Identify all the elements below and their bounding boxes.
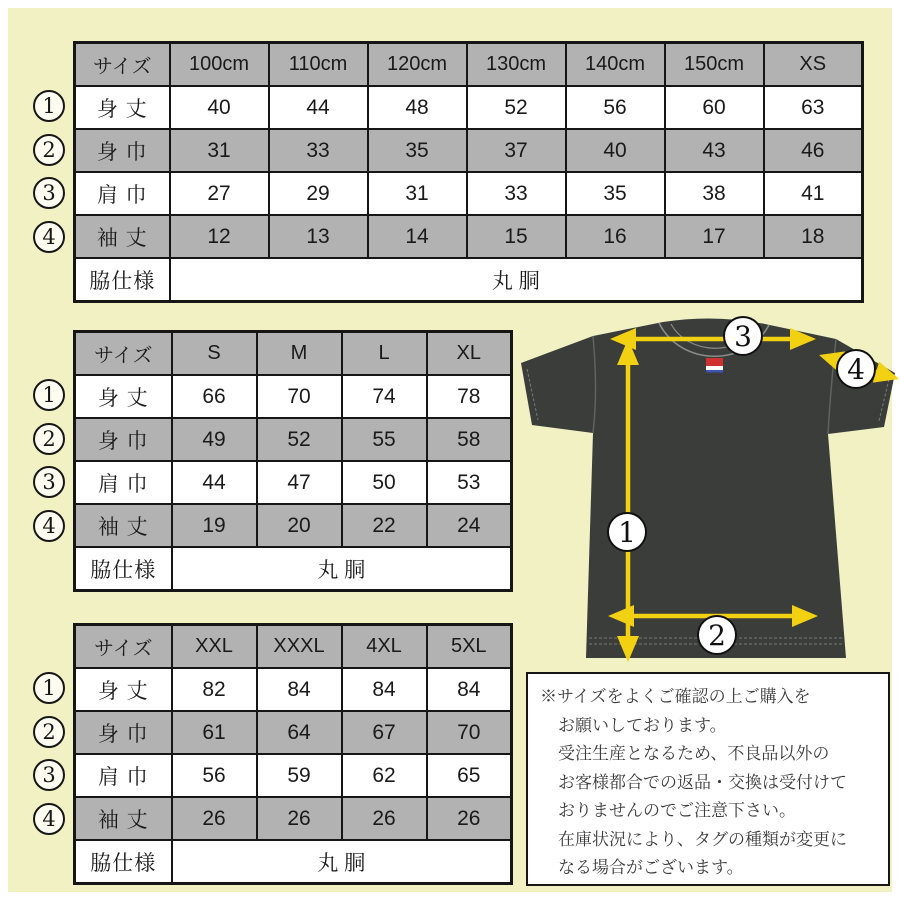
table-cell: 64 bbox=[257, 711, 342, 754]
table-cell: 丸 胴 bbox=[170, 258, 863, 302]
table-cell: 78 bbox=[427, 375, 512, 418]
table-cell: 84 bbox=[257, 668, 342, 711]
table-cell: 35 bbox=[368, 129, 467, 172]
table-cell: 74 bbox=[342, 375, 427, 418]
table-cell: 12 bbox=[170, 215, 269, 258]
column-header: サイズ bbox=[75, 43, 170, 87]
table-cell: 56 bbox=[566, 86, 665, 129]
badge-4 bbox=[837, 350, 875, 388]
purchase-note bbox=[526, 672, 890, 886]
table-row bbox=[75, 86, 863, 129]
column-header: 120cm bbox=[368, 43, 467, 87]
table-cell: 44 bbox=[172, 461, 257, 504]
row-label: 脇仕様 bbox=[75, 840, 172, 884]
row-marker-3: 3 bbox=[33, 466, 65, 498]
table-row bbox=[75, 375, 512, 418]
table-row bbox=[75, 258, 863, 302]
column-header: 130cm bbox=[467, 43, 566, 87]
note-line: 在庫状況により、タグの種類が変更に bbox=[558, 829, 847, 849]
table-row bbox=[75, 418, 512, 461]
row-marker-3: 3 bbox=[33, 177, 65, 209]
column-header: XXXL bbox=[257, 625, 342, 669]
column-header: 140cm bbox=[566, 43, 665, 87]
table-cell: 44 bbox=[269, 86, 368, 129]
table-cell: 丸 胴 bbox=[172, 547, 512, 591]
table-cell: 66 bbox=[172, 375, 257, 418]
table-cell: 26 bbox=[172, 797, 257, 840]
table-cell: 70 bbox=[257, 375, 342, 418]
badge-2 bbox=[698, 616, 736, 654]
column-header: 5XL bbox=[427, 625, 512, 669]
column-header: 100cm bbox=[170, 43, 269, 87]
row-marker-4: 4 bbox=[33, 803, 65, 835]
row-marker-2: 2 bbox=[33, 423, 65, 455]
note-line: 受注生産となるため、不良品以外の bbox=[558, 744, 830, 763]
row-marker-2: 2 bbox=[33, 716, 65, 748]
table-cell: 19 bbox=[172, 504, 257, 547]
column-header: M bbox=[257, 332, 342, 376]
table-cell: 17 bbox=[665, 215, 764, 258]
row-marker-4: 4 bbox=[33, 221, 65, 253]
table-cell: 26 bbox=[342, 797, 427, 840]
note-line: なる場合がございます。 bbox=[558, 858, 744, 877]
table-cell: 18 bbox=[764, 215, 863, 258]
column-header: XS bbox=[764, 43, 863, 87]
table-cell: 33 bbox=[467, 172, 566, 215]
row-marker-1: 1 bbox=[33, 90, 65, 122]
table-cell: 40 bbox=[170, 86, 269, 129]
table-cell: 26 bbox=[427, 797, 512, 840]
table-row bbox=[75, 504, 512, 547]
table-cell: 50 bbox=[342, 461, 427, 504]
table-row bbox=[75, 172, 863, 215]
tshirt-diagram bbox=[513, 311, 900, 669]
table-cell: 84 bbox=[427, 668, 512, 711]
row-label: 肩 巾 bbox=[75, 754, 172, 797]
table-cell: 82 bbox=[172, 668, 257, 711]
table-cell: 31 bbox=[368, 172, 467, 215]
table-cell: 15 bbox=[467, 215, 566, 258]
column-header: S bbox=[172, 332, 257, 376]
row-label: 脇仕様 bbox=[75, 547, 172, 591]
badge-1 bbox=[608, 513, 646, 551]
table-cell: 31 bbox=[170, 129, 269, 172]
table-cell: 40 bbox=[566, 129, 665, 172]
table-cell: 52 bbox=[467, 86, 566, 129]
table-row bbox=[75, 668, 512, 711]
row-marker-1: 1 bbox=[33, 672, 65, 704]
table-row bbox=[75, 461, 512, 504]
note-line: お客様都合での返品・交換は受付けて bbox=[558, 772, 847, 792]
table-cell: 20 bbox=[257, 504, 342, 547]
table-row bbox=[75, 547, 512, 591]
note-line: おりませんのでご注意下さい。 bbox=[558, 801, 796, 820]
table-cell: 52 bbox=[257, 418, 342, 461]
table-cell: 29 bbox=[269, 172, 368, 215]
table-cell: 27 bbox=[170, 172, 269, 215]
svg-text:1: 1 bbox=[618, 516, 636, 549]
table-cell: 43 bbox=[665, 129, 764, 172]
table-cell: 13 bbox=[269, 215, 368, 258]
row-marker-3: 3 bbox=[33, 759, 65, 791]
header-row bbox=[75, 43, 863, 87]
column-header: サイズ bbox=[75, 625, 172, 669]
table-row bbox=[75, 711, 512, 754]
note-line: ※サイズをよくご確認の上ご購入を bbox=[540, 687, 811, 706]
table-row bbox=[75, 129, 863, 172]
table-cell: 61 bbox=[172, 711, 257, 754]
row-marker-4: 4 bbox=[33, 510, 65, 542]
table-cell: 53 bbox=[427, 461, 512, 504]
table-cell: 58 bbox=[427, 418, 512, 461]
table-cell: 33 bbox=[269, 129, 368, 172]
svg-text:4: 4 bbox=[847, 353, 865, 386]
column-header: XL bbox=[427, 332, 512, 376]
row-label: 脇仕様 bbox=[75, 258, 170, 302]
column-header: L bbox=[342, 332, 427, 376]
row-label: 袖 丈 bbox=[75, 215, 170, 258]
note-line: お願いしております。 bbox=[558, 715, 727, 735]
row-label: 身 巾 bbox=[75, 418, 172, 461]
row-label: 身 丈 bbox=[75, 375, 172, 418]
badge-3 bbox=[724, 317, 762, 355]
svg-text:2: 2 bbox=[708, 619, 726, 652]
column-header: 110cm bbox=[269, 43, 368, 87]
table-cell: 46 bbox=[764, 129, 863, 172]
table-row bbox=[75, 215, 863, 258]
table-cell: 49 bbox=[172, 418, 257, 461]
size-table-plus bbox=[73, 623, 513, 885]
table-cell: 62 bbox=[342, 754, 427, 797]
row-label: 身 巾 bbox=[75, 129, 170, 172]
table-cell: 41 bbox=[764, 172, 863, 215]
table-cell: 70 bbox=[427, 711, 512, 754]
background bbox=[8, 8, 892, 892]
table-row bbox=[75, 840, 512, 884]
column-header: 4XL bbox=[342, 625, 427, 669]
table-cell: 67 bbox=[342, 711, 427, 754]
row-label: 袖 丈 bbox=[75, 504, 172, 547]
header-row bbox=[75, 625, 512, 669]
table-cell: 60 bbox=[665, 86, 764, 129]
column-header: サイズ bbox=[75, 332, 172, 376]
table-cell: 48 bbox=[368, 86, 467, 129]
column-header: 150cm bbox=[665, 43, 764, 87]
table-cell: 59 bbox=[257, 754, 342, 797]
table-cell: 84 bbox=[342, 668, 427, 711]
row-label: 身 丈 bbox=[75, 86, 170, 129]
table-cell: 56 bbox=[172, 754, 257, 797]
table-cell: 24 bbox=[427, 504, 512, 547]
table-cell: 丸 胴 bbox=[172, 840, 512, 884]
table-row bbox=[75, 754, 512, 797]
size-table-kids bbox=[73, 41, 864, 303]
header-row bbox=[75, 332, 512, 376]
row-label: 袖 丈 bbox=[75, 797, 172, 840]
row-label: 肩 巾 bbox=[75, 172, 170, 215]
column-header: XXL bbox=[172, 625, 257, 669]
table-cell: 16 bbox=[566, 215, 665, 258]
size-table-adult bbox=[73, 330, 513, 592]
table-cell: 65 bbox=[427, 754, 512, 797]
table-cell: 55 bbox=[342, 418, 427, 461]
row-label: 肩 巾 bbox=[75, 461, 172, 504]
row-label: 身 丈 bbox=[75, 668, 172, 711]
row-label: 身 巾 bbox=[75, 711, 172, 754]
table-cell: 47 bbox=[257, 461, 342, 504]
table-cell: 35 bbox=[566, 172, 665, 215]
table-cell: 22 bbox=[342, 504, 427, 547]
table-cell: 26 bbox=[257, 797, 342, 840]
row-marker-2: 2 bbox=[33, 134, 65, 166]
table-cell: 63 bbox=[764, 86, 863, 129]
neck-tag bbox=[706, 358, 723, 373]
table-cell: 14 bbox=[368, 215, 467, 258]
table-row bbox=[75, 797, 512, 840]
svg-text:3: 3 bbox=[734, 320, 752, 353]
row-marker-1: 1 bbox=[33, 379, 65, 411]
table-cell: 37 bbox=[467, 129, 566, 172]
table-cell: 38 bbox=[665, 172, 764, 215]
